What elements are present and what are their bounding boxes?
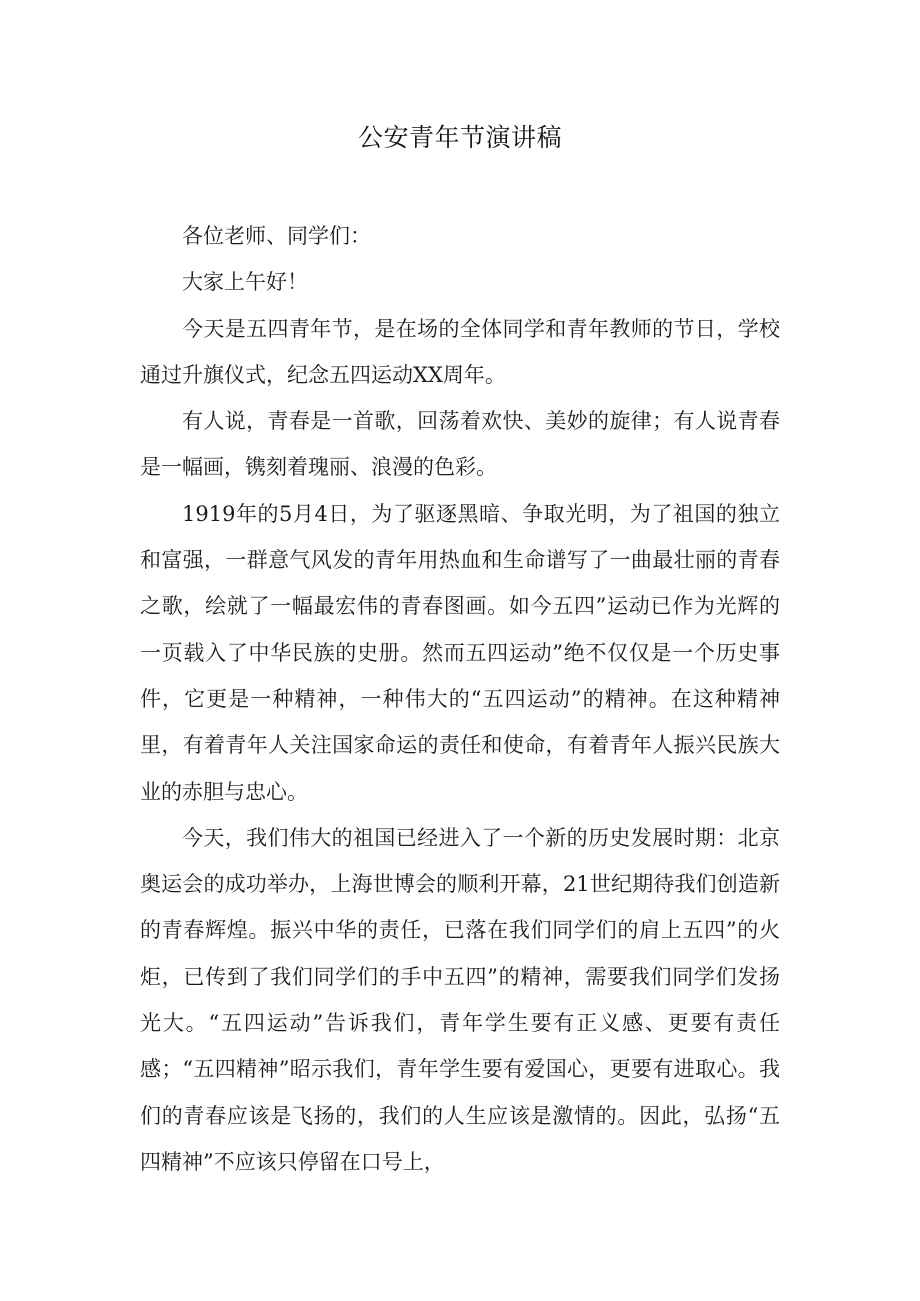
paragraph: 有人说，青春是一首歌，回荡着欢快、美妙的旋律；有人说青春是一幅画，镌刻着瑰丽、浪漫的色彩。 bbox=[140, 409, 780, 480]
paragraph: 今天是五四青年节，是在场的全体同学和青年教师的节日，学校通过升旗仪式，纪念五四运动XX周年。 bbox=[140, 316, 780, 387]
paragraph: 1919年的5月4日，为了驱逐黑暗、争取光明，为了祖国的独立和富强，一群意气风发的青年用热血和生命谱写了一曲最壮丽的青春之歌，绘就了一幅最宏伟的青春图画。如今五四”运动已作为光辉的一页载入了中华民族的史册。然而五四运动”绝不仅仅是一个历史事件，它更是一种精神，一种伟大的“五四运动”的精神。在这种精神里，有着青年人关注国家命运的责任和使命，有着青年人振兴民族大业的赤胆与忠心。 bbox=[140, 501, 780, 804]
document-title: 公安青年节演讲稿 bbox=[357, 123, 562, 152]
paragraph: 今天，我们伟大的祖国已经进入了一个新的历史发展时期：北京奥运会的成功举办，上海世博会的顺利开幕，21世纪期待我们创造新的青春辉煌。振兴中华的责任，已落在我们同学们的肩上五四”的火炬，已传到了我们同学们的手中五四”的精神，需要我们同学们发扬光大。“五四运动”告诉我们，青年学生要有正义感、更要有责任感；“五四精神”昭示我们，青年学生要有爱国心，更要有进取心。我们的青春应该是飞扬的，我们的人生应该是激情的。因此，弘扬“五四精神”不应该只停留在口号上， bbox=[140, 825, 780, 1174]
salutation: 各位老师、同学们： bbox=[182, 224, 371, 248]
greeting: 大家上午好！ bbox=[182, 270, 308, 295]
document-body bbox=[140, 213, 780, 1185]
